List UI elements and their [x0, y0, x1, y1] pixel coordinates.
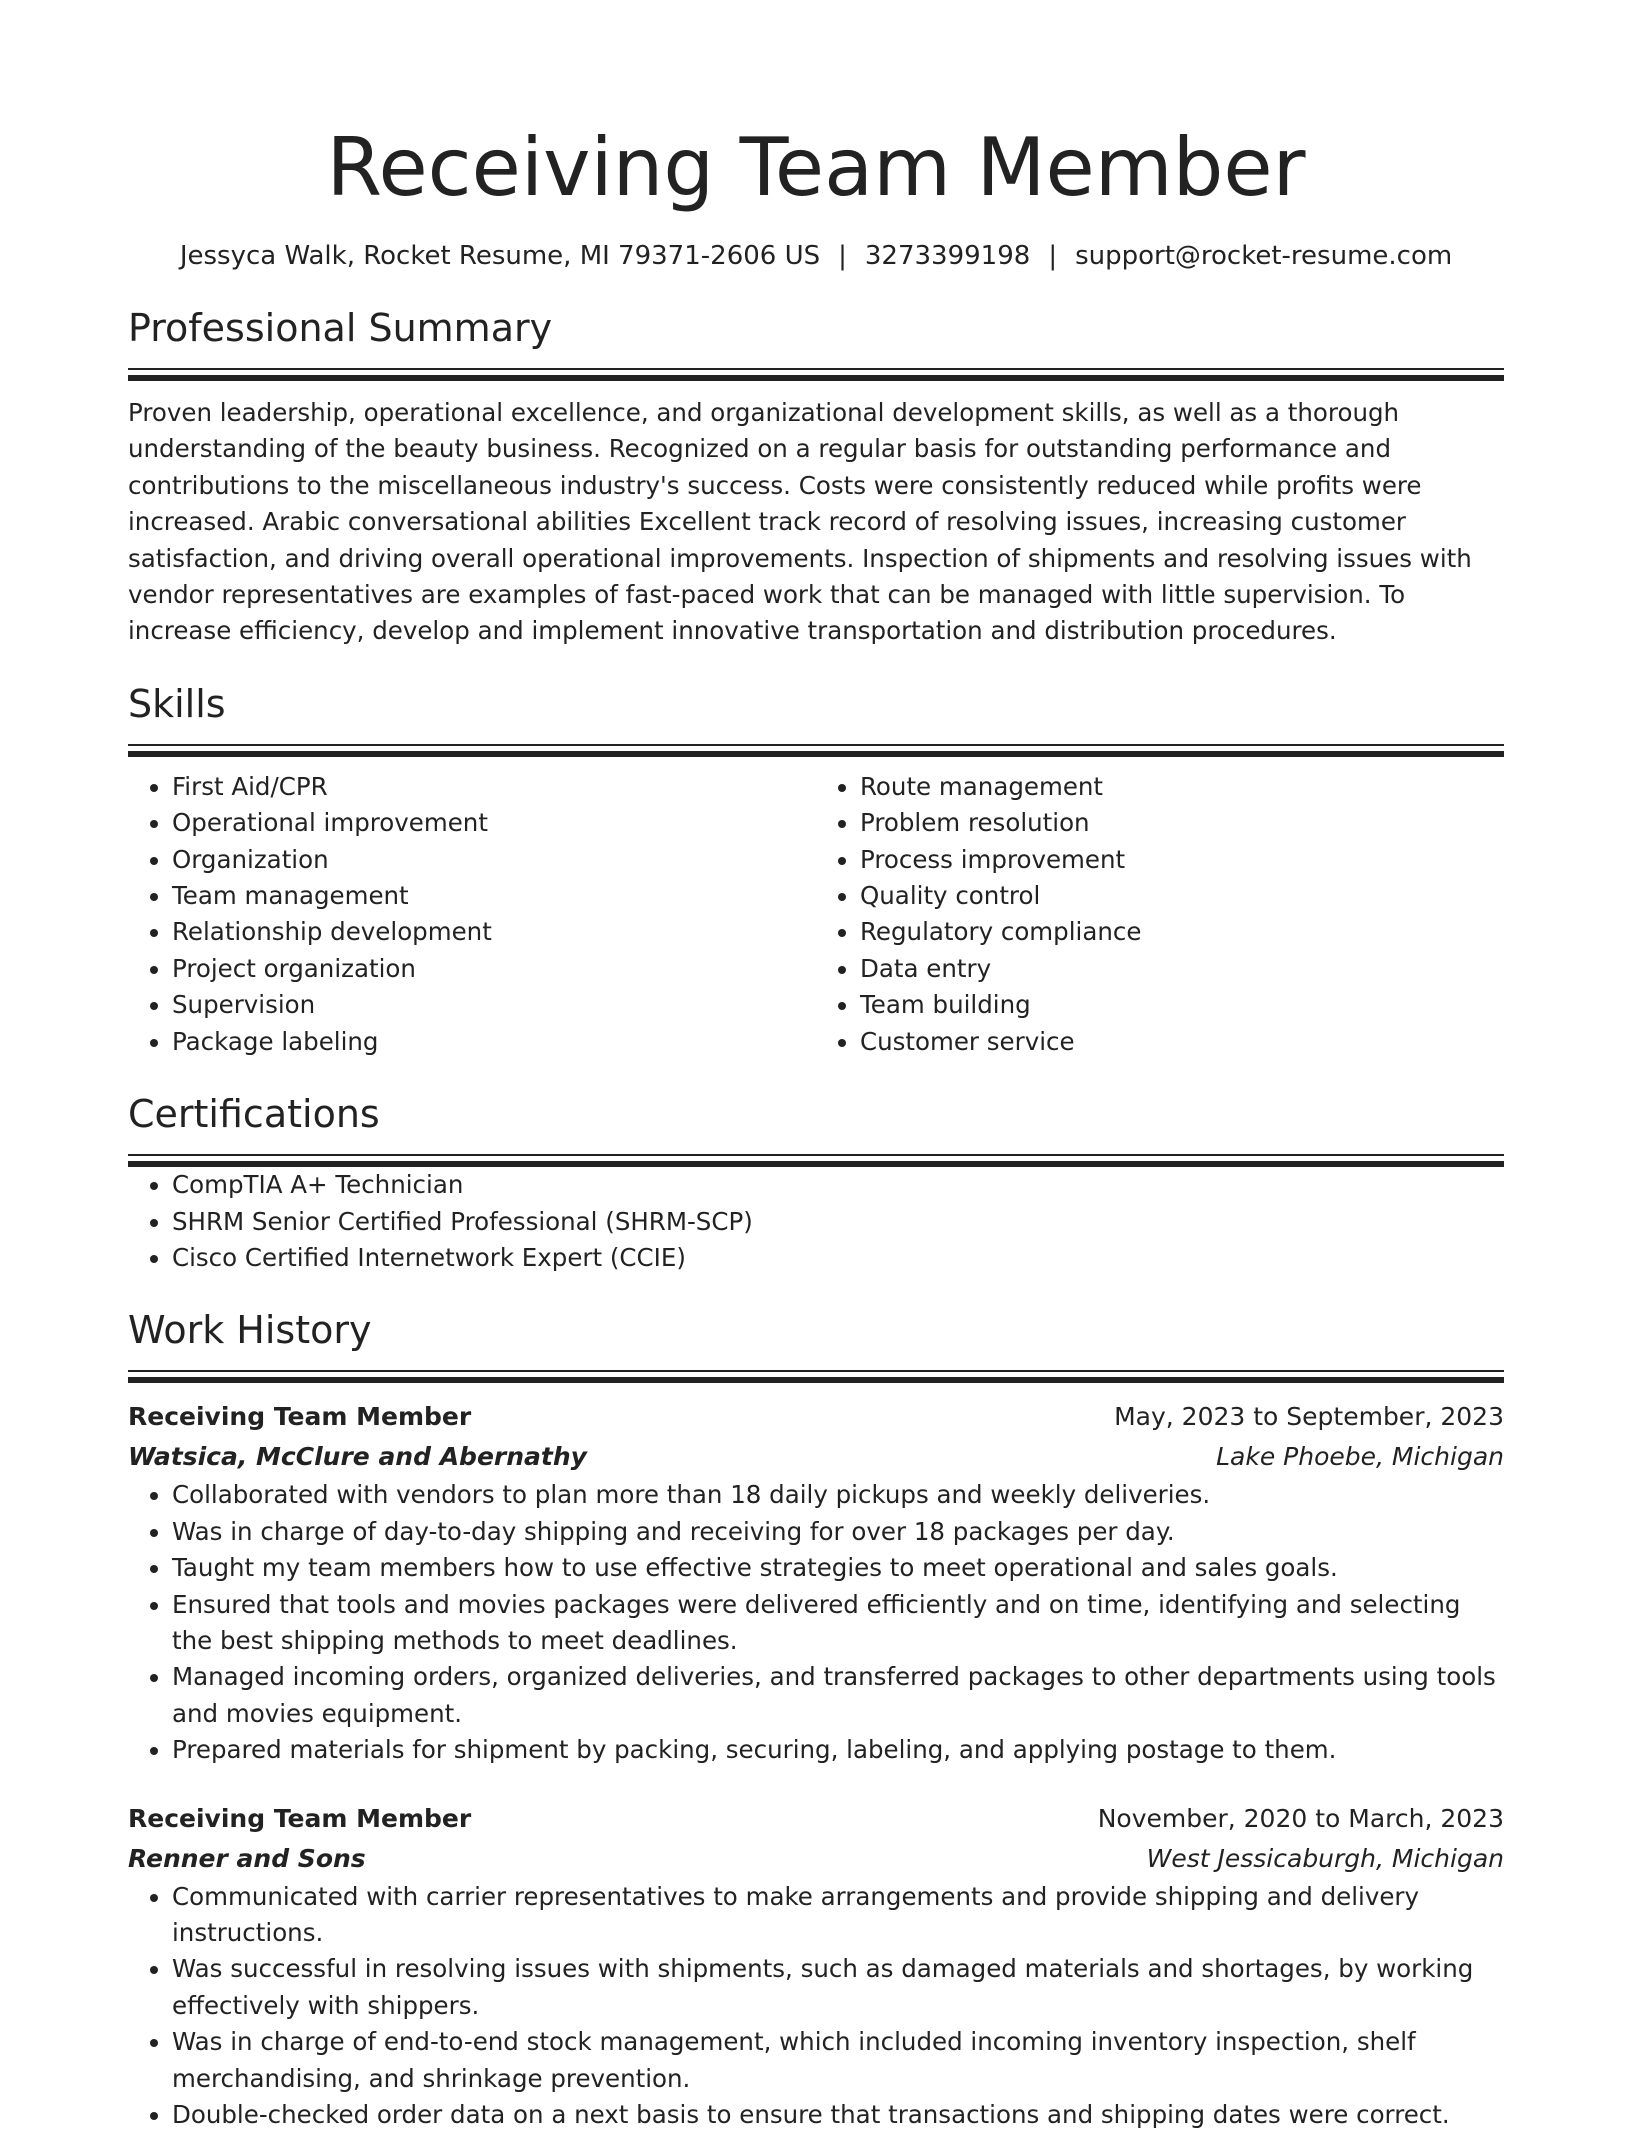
skills-right-list	[816, 769, 1504, 1060]
skill-item: • Regulatory compliance	[860, 914, 1504, 950]
job-bullet: • Collaborated with vendors to plan more than 18 daily pickups and weekly deliveries.	[172, 1477, 1504, 1513]
skill-item: • Customer service	[860, 1024, 1504, 1060]
skill-item: • Operational improvement	[172, 805, 816, 841]
job-bullet: • Was successful in resolving issues with shipments, such as damaged materials and shortages, by working effectively with shippers.	[172, 1951, 1504, 2024]
job-bullet: • Taught my team members how to use effective strategies to meet operational and sales goals.	[172, 1550, 1504, 1586]
job-header-row	[128, 1799, 1504, 1839]
skill-item: • Organization	[172, 842, 816, 878]
skill-item: • Package labeling	[172, 1024, 816, 1060]
job-dates: November, 2020 to March, 2023	[1097, 1803, 1504, 1833]
certification-item: • CompTIA A+ Technician	[172, 1167, 1504, 1203]
skill-item: • Team building	[860, 987, 1504, 1023]
resume-page	[128, 118, 1504, 2133]
section-divider	[128, 1154, 1504, 1167]
job-bullet: • Double-checked order data on a next basis to ensure that transactions and shipping dates were correct.	[172, 2097, 1504, 2133]
job-location: Lake Phoebe, Michigan	[1216, 1442, 1504, 1472]
skills-section	[128, 680, 1504, 1060]
contact-address: Jessyca Walk, Rocket Resume, MI 79371-2606 US	[179, 241, 821, 271]
skill-item: • Process improvement	[860, 842, 1504, 878]
contact-email: support@rocket-resume.com	[1075, 241, 1453, 271]
summary-heading: Professional Summary	[128, 306, 553, 350]
certifications-section	[128, 1090, 1504, 1276]
contact-line	[128, 238, 1504, 274]
resume-title: Receiving Team Member	[326, 121, 1306, 214]
job-bullet: • Was in charge of end-to-end stock management, which included incoming inventory inspection, shelf merchandising, and shrinkage prevention.	[172, 2024, 1504, 2097]
job-company-row	[128, 1437, 1504, 1477]
skill-item: • Data entry	[860, 951, 1504, 987]
job-location: West Jessicaburgh, Michigan	[1146, 1843, 1504, 1873]
job-company-row	[128, 1839, 1504, 1879]
job-bullet-list	[128, 1879, 1504, 2133]
job-entry	[128, 1397, 1504, 1768]
job-bullet: • Was in charge of day-to-day shipping and receiving for over 18 packages per day.	[172, 1514, 1504, 1550]
certification-item: • Cisco Certified Internetwork Expert (CCIE)	[172, 1240, 1504, 1276]
skill-item: • Quality control	[860, 878, 1504, 914]
skill-item: • Relationship development	[172, 914, 816, 950]
skills-columns	[128, 769, 1504, 1060]
skills-heading: Skills	[128, 681, 226, 726]
job-dates: May, 2023 to September, 2023	[1114, 1402, 1504, 1432]
skills-left-list	[128, 769, 816, 1060]
skill-item: • Project organization	[172, 951, 816, 987]
job-bullet: • Communicated with carrier representatives to make arrangements and provide shipping and delivery instructions.	[172, 1879, 1504, 1952]
job-bullet: • Ensured that tools and movies packages were delivered efficiently and on time, identifying and selecting the best shipping methods to meet deadlines.	[172, 1587, 1504, 1660]
skill-item: • Problem resolution	[860, 805, 1504, 841]
job-title: Receiving Team Member	[128, 1803, 472, 1833]
skill-item: • First Aid/CPR	[172, 769, 816, 805]
job-entry	[128, 1799, 1504, 2133]
job-title: Receiving Team Member	[128, 1402, 472, 1432]
certifications-heading: Certifications	[128, 1092, 380, 1137]
contact-separator: |	[838, 241, 847, 271]
summary-section	[128, 304, 1504, 650]
job-company: Renner and Sons	[128, 1843, 366, 1873]
certification-item: • SHRM Senior Certified Professional (SHRM-SCP)	[172, 1204, 1504, 1240]
job-company: Watsica, McClure and Abernathy	[128, 1442, 587, 1472]
section-divider	[128, 368, 1504, 381]
skill-item: • Route management	[860, 769, 1504, 805]
summary-text: Proven leadership, operational excellence, and organizational development skills, as well as a thorough understanding of the beauty business. Recognized on a regular basis for outstanding performance and contributions to the miscellaneous industry's success. Costs were consistently reduced while profits were increased. Arabic conversational abilities Excellent track record of resolving issues, increasing customer satisfaction, and driving overall operational improvements. Inspection of shipments and resolving issues with vendor representatives are examples of fast-paced work that can be managed with little supervision. To increase efficiency, develop and implement innovative transportation and distribution procedures.	[128, 398, 1472, 646]
skill-item: • Team management	[172, 878, 816, 914]
certifications-list	[128, 1167, 1504, 1276]
job-bullet: • Managed incoming orders, organized deliveries, and transferred packages to other departments using tools and movies equipment.	[172, 1659, 1504, 1732]
contact-phone: 3273399198	[864, 241, 1031, 271]
work-history-section	[128, 1306, 1504, 2133]
job-header-row	[128, 1397, 1504, 1437]
section-divider	[128, 1370, 1504, 1383]
job-bullet: • Prepared materials for shipment by packing, securing, labeling, and applying postage to them.	[172, 1732, 1504, 1768]
job-bullet-list	[128, 1477, 1504, 1768]
skill-item: • Supervision	[172, 987, 816, 1023]
contact-separator: |	[1048, 241, 1058, 271]
work-history-heading: Work History	[128, 1308, 372, 1353]
section-divider	[128, 744, 1504, 757]
